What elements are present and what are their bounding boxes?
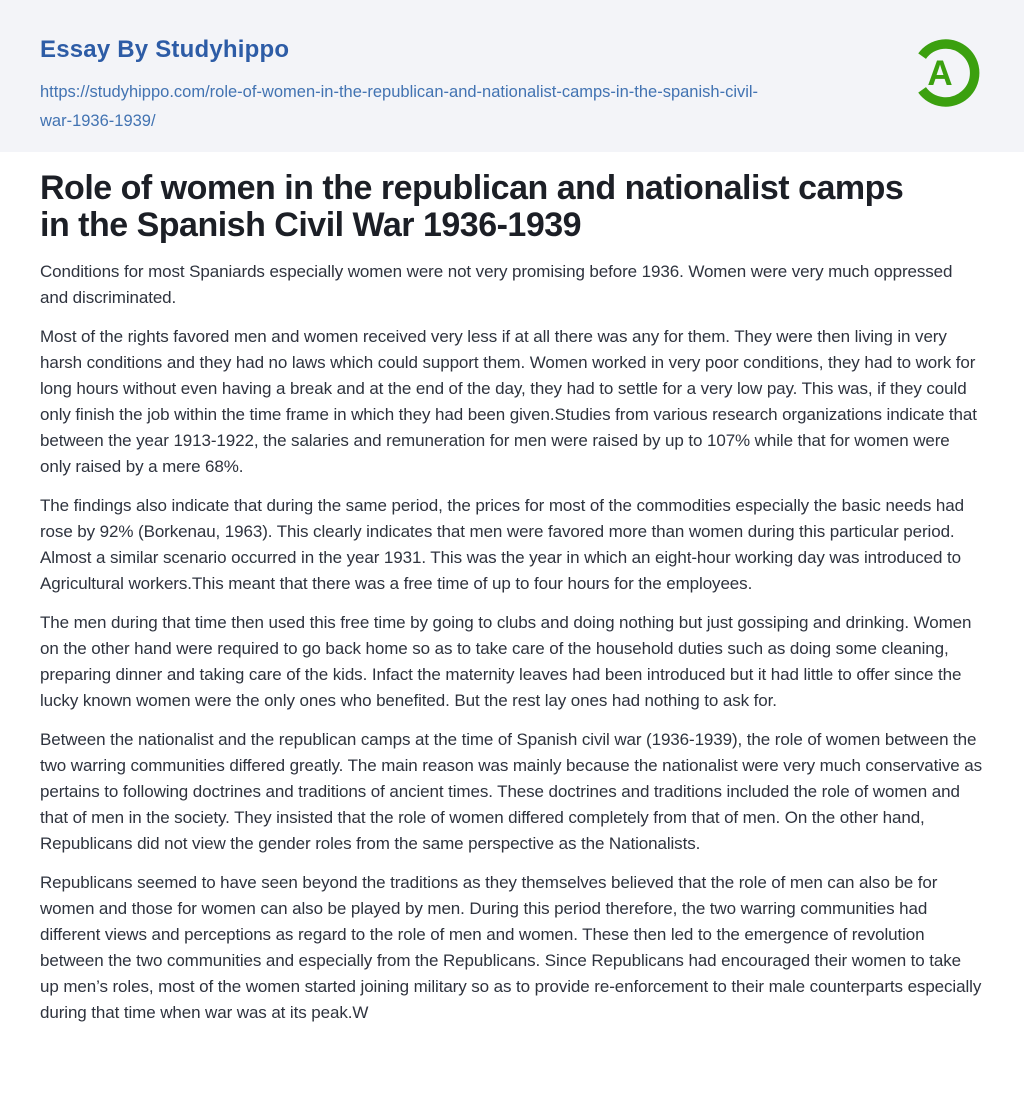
article-paragraph-3: The findings also indicate that during the same period, the prices for most of the commodities especially the basic needs had rose by 92% (Borkenau, 1963). This clearly indicates that men were favored more than women during this particular period. Almost a similar scenario occurred in the year 1931. This was the year in which an eight-hour working day was introduced to Agricultural workers.This meant that there was a free time of up to four hours for the employees. (40, 496, 964, 593)
logo-ring-icon (906, 33, 986, 113)
logo-letter: A (927, 54, 953, 93)
article-paragraph-1: Conditions for most Spaniards especially women were not very promising before 1936. Women were very much oppressed and discriminated. (40, 262, 953, 307)
studyhippo-logo-icon[interactable] (906, 33, 986, 113)
article-paragraph-6: Republicans seemed to have seen beyond the traditions as they themselves believed that the role of men can also be for women and those for women can also be played by men. During this period therefore, the two warring communities had different views and perceptions as regard to the role of men and women. These then led to the emergence of revolution between the two communities and especially from the Republicans. Since Republicans had encouraged their women to take up men’s roles, most of the women started joining military so as to provide re-enforcement to their male counterparts especially during that time when war was at its peak.W (40, 873, 982, 1022)
site-title: Essay By Studyhippo (40, 36, 290, 63)
article-title: Role of women in the republican and nationalist camps in the Spanish Civil War 1936-1939 (40, 169, 904, 244)
site-header (0, 0, 1024, 152)
article-paragraph-2: Most of the rights favored men and women received very less if at all there was any for them. They were then living in very harsh conditions and they had no laws which could support them. Women worked in very poor conditions, they had to work for long hours without even having a break and at the end of the day, they had to settle for a very low pay. This was, if they could only finish the job within the time frame in which they had been given.Studies from various research organizations indicate that between the year 1913-1922, the salaries and remuneration for men were raised by up to 107% while that for women were only raised by a mere 68%. (40, 327, 977, 476)
article (0, 152, 1024, 1079)
article-body (40, 259, 984, 1026)
article-url-link[interactable]: https://studyhippo.com/role-of-women-in-the-republican-and-nationalist-camps-in-the-spanish-civil-war-1936-1939/ (40, 83, 759, 130)
article-paragraph-5: Between the nationalist and the republican camps at the time of Spanish civil war (1936-1939), the role of women between the two warring communities differed greatly. The main reason was mainly because the nationalist were very much conservative as pertains to following doctrines and traditions of ancient times. These doctrines and traditions included the role of women and that of men in the society. They insisted that the role of women differed completely from that of men. On the other hand, Republicans did not view the gender roles from the same perspective as the Nationalists. (40, 730, 983, 853)
article-paragraph-4: The men during that time then used this free time by going to clubs and doing nothing but just gossiping and drinking. Women on the other hand were required to go back home so as to take care of the household duties such as doing some cleaning, preparing dinner and taking care of the kids. Infact the maternity leaves had been introduced but it had little to offer since the lucky known women were the only ones who benefited. But the rest lay ones had nothing to ask for. (40, 613, 972, 710)
